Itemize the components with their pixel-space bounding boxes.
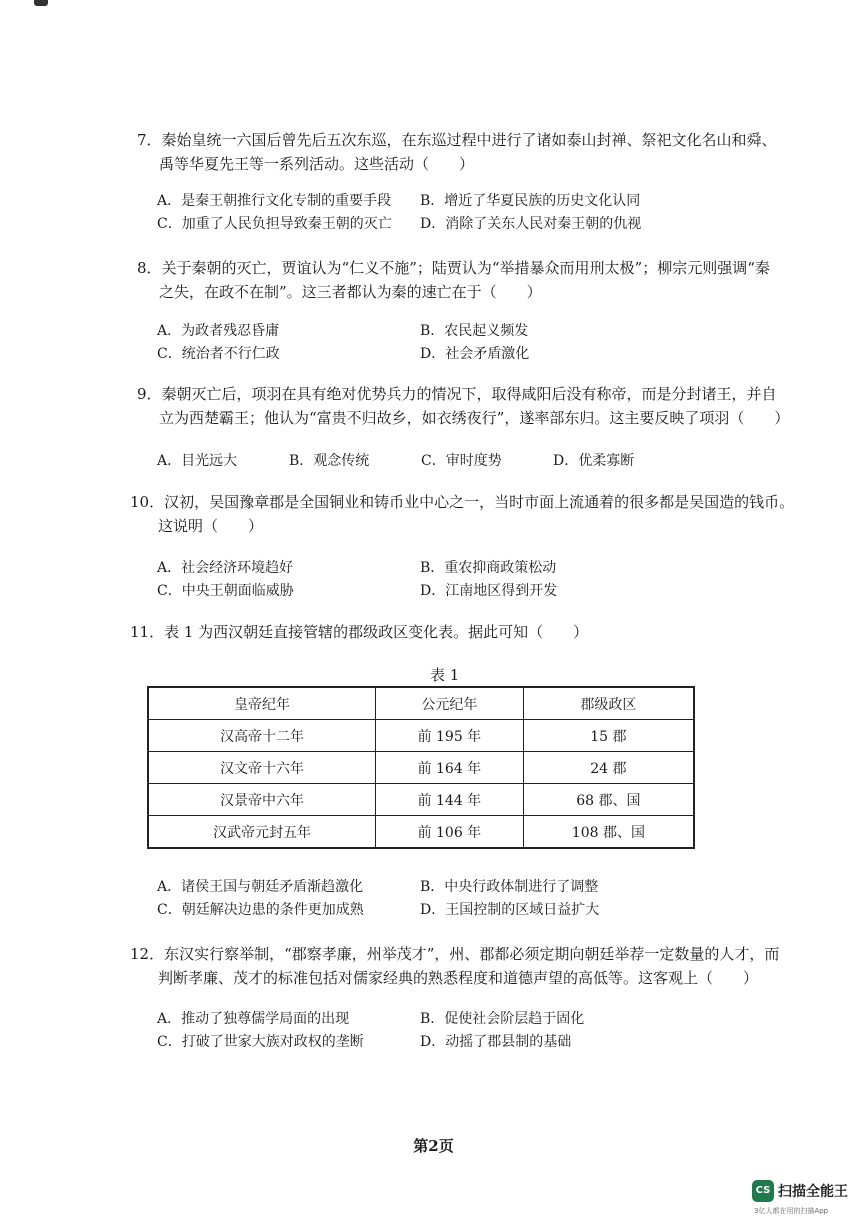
- camscanner-logo-icon: CS: [752, 1180, 774, 1202]
- table-cell: 汉武帝元封五年: [148, 816, 376, 849]
- question-12: [130, 942, 845, 990]
- table-cell: 108 郡、国: [523, 816, 694, 849]
- question-9-stem-line1: 9．秦朝灭亡后，项羽在具有绝对优势兵力的情况下，取得咸阳后没有称帝，而是分封诸王，并自: [137, 385, 777, 403]
- question-12-stem-line2: 判断孝廉、茂才的标准包括对儒家经典的熟悉程度和道德声望的高低等。这客观上（ ）: [158, 969, 759, 987]
- table-cell: 前 144 年: [376, 784, 524, 816]
- question-12-option-a: A．推动了独尊儒学局面的出现: [157, 1011, 350, 1027]
- question-7-option-c: C．加重了人民负担导致秦王朝的灭亡: [157, 216, 392, 232]
- question-11-option-c: C．朝廷解决边患的条件更加成熟: [157, 902, 364, 918]
- question-7-stem-line1: 7．秦始皇统一六国后曾先后五次东巡，在东巡过程中进行了诸如泰山封禅、祭祀文化名山和舜、: [137, 131, 777, 149]
- question-7-option-d: D．消除了关东人民对秦王朝的仇视: [420, 216, 642, 232]
- question-11-option-b: B．中央行政体制进行了调整: [420, 879, 599, 895]
- question-10-option-c: C．中央王朝面临威胁: [157, 583, 294, 599]
- question-12-option-c: C．打破了世家大族对政权的垄断: [157, 1034, 364, 1050]
- question-8-stem-line1: 8．关于秦朝的灭亡，贾谊认为“仁义不施”；陆贾认为“举措暴众而用刑太极”；柳宗元则强调“秦: [137, 259, 770, 277]
- scan-corner-mark: [34, 0, 48, 6]
- table-cell: 汉文帝十六年: [148, 752, 376, 784]
- question-7-option-b: B．增近了华夏民族的历史文化认同: [420, 193, 641, 209]
- table-row: [148, 816, 694, 849]
- question-8-option-d: D．社会矛盾激化: [420, 346, 530, 362]
- page-number: 第2页: [413, 1137, 454, 1155]
- question-9-option-c: C．审时度势: [421, 453, 502, 469]
- table-row: [148, 752, 694, 784]
- table-header-cell: 郡级政区: [523, 687, 694, 720]
- question-10-stem-line2: 这说明（ ）: [158, 517, 264, 535]
- question-10-option-d: D．江南地区得到开发: [420, 583, 558, 599]
- brand-tagline: 3亿人都在用的扫描App: [754, 1207, 829, 1215]
- question-12-option-d: D．动摇了郡县制的基础: [420, 1034, 572, 1050]
- question-7-stem-line2: 禹等华夏先王等一系列活动。这些活动（ ）: [159, 155, 475, 173]
- question-11: [130, 620, 845, 644]
- question-9: [137, 382, 847, 430]
- question-9-option-b: B．观念传统: [289, 453, 370, 469]
- table-row: [148, 784, 694, 816]
- question-9-option-d: D．优柔寡断: [553, 453, 635, 469]
- question-10: [130, 490, 845, 538]
- table-header-row: [148, 687, 694, 720]
- table-cell: 汉景帝中六年: [148, 784, 376, 816]
- table-row: [148, 720, 694, 752]
- table-cell: 汉高帝十二年: [148, 720, 376, 752]
- table-cell: 15 郡: [523, 720, 694, 752]
- question-9-stem-line2: 立为西楚霸王；他认为“富贵不归故乡，如衣绣夜行”，遂率部东归。这主要反映了项羽（ ）: [159, 409, 790, 427]
- table-header-cell: 公元纪年: [376, 687, 524, 720]
- table-cell: 24 郡: [523, 752, 694, 784]
- question-11-stem-line1: 11．表 1 为西汉朝廷直接管辖的郡级政区变化表。据此可知（ ）: [130, 623, 589, 641]
- question-7-option-a: A．是秦王朝推行文化专制的重要手段: [157, 193, 392, 209]
- question-10-option-a: A．社会经济环境趋好: [157, 560, 294, 576]
- scanner-watermark: [752, 1180, 862, 1220]
- question-10-option-b: B．重农抑商政策松动: [420, 560, 557, 576]
- question-7: [137, 128, 837, 176]
- question-8-option-b: B．农民起义频发: [420, 323, 529, 339]
- question-11-option-d: D．王国控制的区域日益扩大: [420, 902, 600, 918]
- question-8: [137, 256, 837, 304]
- table-header-cell: 皇帝纪年: [148, 687, 376, 720]
- table-cell: 68 郡、国: [523, 784, 694, 816]
- table-cell: 前 106 年: [376, 816, 524, 849]
- question-11-option-a: A．诸侯王国与朝廷矛盾渐趋激化: [157, 879, 364, 895]
- table-caption: 表 1: [430, 666, 460, 684]
- region-change-table: [147, 686, 695, 849]
- question-8-option-c: C．统治者不行仁政: [157, 346, 280, 362]
- question-12-stem-line1: 12．东汉实行察举制，“郡察孝廉，州举茂才”，州、郡都必须定期向朝廷举荐一定数量的人才，而: [130, 945, 780, 963]
- brand-name: 扫描全能王: [778, 1184, 848, 1200]
- table-cell: 前 164 年: [376, 752, 524, 784]
- question-12-option-b: B．促使社会阶层趋于固化: [420, 1011, 585, 1027]
- question-8-stem-line2: 之失，在政不在制”。这三者都认为秦的速亡在于（ ）: [159, 283, 542, 301]
- question-9-option-a: A．目光远大: [157, 453, 238, 469]
- table-cell: 前 195 年: [376, 720, 524, 752]
- question-10-stem-line1: 10．汉初，吴国豫章郡是全国铜业和铸币业中心之一，当时市面上流通着的很多都是吴国造的钱币。: [130, 493, 795, 511]
- question-8-option-a: A．为政者残忍昏庸: [157, 323, 280, 339]
